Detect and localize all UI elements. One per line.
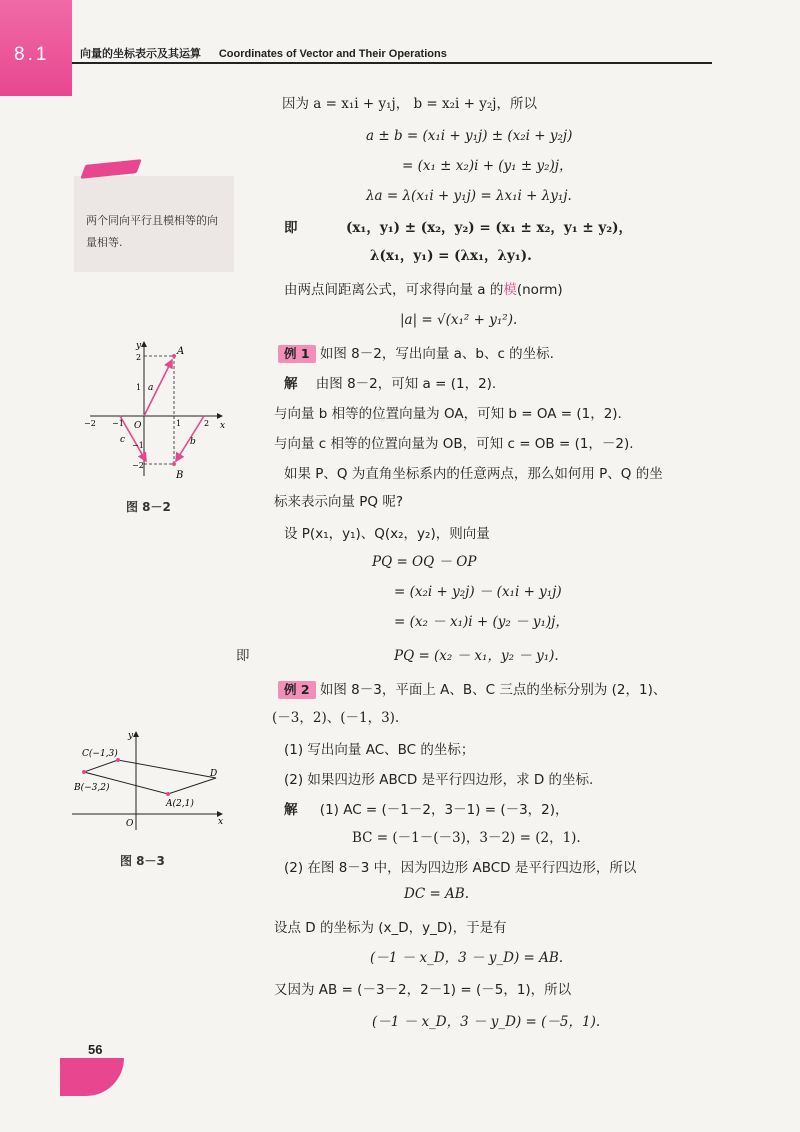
pq-line-1: PQ = OQ － OP <box>372 554 477 570</box>
figure-8-2-caption: 图 8－2 <box>126 500 171 514</box>
label-y: y <box>128 731 134 741</box>
label-x: x <box>220 421 226 431</box>
solution-2-e: 设点 D 的坐标为 (x_D，y_D)，于是有 <box>274 920 507 936</box>
figure-8-3-caption: 图 8－3 <box>120 854 165 868</box>
tick-x-2: 2 <box>204 419 210 428</box>
example-1-text: 如图 8－2，写出向量 a、b、c 的坐标. <box>319 346 554 362</box>
tick-y-2: 2 <box>136 353 142 362</box>
solution-1-c: 与向量 c 相等的位置向量为 OB，可知 c = OB = (1，－2). <box>274 436 634 452</box>
label-x: x <box>218 817 224 827</box>
pq-line-2: = (x₂i + y₂j) － (x₁i + y₁j) <box>394 584 562 600</box>
solution-2-f: (－1 － x_D，3 － y_D) = AB. <box>370 950 564 966</box>
pq-line-3: = (x₂ － x₁)i + (y₂ － y₁)j， <box>394 614 569 630</box>
solution-1-tag: 解 <box>284 376 298 392</box>
chapter-tab <box>0 0 72 96</box>
label-C: C(−1,3) <box>82 749 118 759</box>
header-rule <box>72 62 712 64</box>
norm-formula: |a| = √(x₁² + y₁²). <box>400 312 518 328</box>
label-origin: O <box>134 421 142 431</box>
body-line-2: a ± b = (x₁i + y₁j) ± (x₂i + y₂j) <box>366 128 573 144</box>
point-A <box>166 792 170 796</box>
tick-y-m1: −1 <box>132 441 144 450</box>
tick-x-m1: −1 <box>112 419 124 428</box>
label-vec-b: b <box>190 437 196 447</box>
body-line-4: λa = λ(x₁i + y₁j) = λx₁i + λy₁j. <box>366 188 572 204</box>
pq-question-2: 标来表示向量 PQ 呢? <box>274 494 404 510</box>
page-number: 56 <box>88 1042 103 1057</box>
tick-y-1: 1 <box>136 383 142 392</box>
norm-suffix: (norm) <box>516 282 563 298</box>
ji-label-2: 即 <box>236 648 250 664</box>
solution-2-c: (2) 在图 8－3 中，因为四边形 ABCD 是平行四边形，所以 <box>284 860 637 876</box>
example-2-text-1: 如图 8－3，平面上 A、B、C 三点的坐标分别为 (2，1)、 <box>319 682 667 698</box>
label-vec-c: c <box>120 435 126 445</box>
example-2-question-1: (1) 写出向量 AC、BC 的坐标； <box>284 742 475 758</box>
example-2-tag: 例 2 <box>278 681 316 699</box>
tick-x-1: 1 <box>176 419 182 428</box>
solution-2-tag: 解 <box>284 802 298 818</box>
body-line-5: (x₁，y₁) ± (x₂，y₂) = (x₁ ± x₂，y₁ ± y₂)， <box>346 220 633 236</box>
pq-line-4: PQ = (x₂ － x₁，y₂ － y₁). <box>394 648 559 664</box>
example-1-tag: 例 1 <box>278 345 316 363</box>
norm-prefix: 由两点间距离公式，可求得向量 a 的 <box>284 282 504 298</box>
label-origin: O <box>126 819 134 829</box>
pq-let: 设 P(x₁，y₁)、Q(x₂，y₂)，则向量 <box>284 526 490 542</box>
header-title-cn: 向量的坐标表示及其运算 <box>80 47 201 60</box>
section-number: 8.1 <box>14 44 50 65</box>
solution-1 <box>284 374 496 394</box>
solution-1-b: 与向量 b 相等的位置向量为 OA，可知 b = OA = (1，2). <box>274 406 622 422</box>
figure-8-2 <box>82 336 232 486</box>
point-b <box>172 462 176 466</box>
solution-2-b: BC = (－1－(－3)，3－2) = (2，1). <box>352 830 581 846</box>
tick-y-m2: −2 <box>132 461 144 470</box>
label-D: D <box>210 769 218 779</box>
solution-2 <box>284 800 569 820</box>
norm-keyword: 模 <box>503 282 517 298</box>
side-note-text: 两个同向平行且模相等的向量相等. <box>86 214 218 249</box>
label-B: B <box>176 470 184 481</box>
point-B <box>82 770 86 774</box>
solution-2-a: (1) AC = (－1－2，3－1) = (－3，2)， <box>319 802 569 818</box>
solution-2-h: (－1 － x_D，3 － y_D) = (－5，1). <box>372 1014 601 1030</box>
example-2 <box>278 680 666 700</box>
label-A: A <box>177 346 185 357</box>
ji-label-1: 即 <box>284 220 298 236</box>
label-B: B(−3,2) <box>74 783 110 793</box>
solution-1-text: 由图 8－2，可知 a = (1，2). <box>315 376 497 392</box>
label-vec-a: a <box>148 383 154 393</box>
example-1 <box>278 344 554 364</box>
tick-x-m2: −2 <box>84 419 96 428</box>
figure-8-3 <box>70 728 230 832</box>
header-title-en: Coordinates of Vector and Their Operations <box>218 48 447 60</box>
body-line-3: = (x₁ ± x₂)i + (y₁ ± y₂)j， <box>402 158 573 174</box>
example-2-question-2: (2) 如果四边形 ABCD 是平行四边形，求 D 的坐标. <box>284 772 594 788</box>
solution-2-d: DC = AB. <box>404 886 470 902</box>
pq-question-1: 如果 P、Q 为直角坐标系内的任意两点，那么如何用 P、Q 的坐 <box>284 466 663 482</box>
page-corner-mark <box>60 1058 124 1096</box>
body-line-1: 因为 a = x₁i + y₁j， b = x₂i + y₂j，所以 <box>282 96 537 112</box>
solution-2-g: 又因为 AB = (－3－2，2－1) = (－5，1)，所以 <box>274 982 572 998</box>
label-A: A(2,1) <box>166 799 194 809</box>
point-a <box>172 354 176 358</box>
running-header <box>80 45 447 61</box>
example-2-text-2: (－3，2)、(－1，3). <box>272 710 400 726</box>
body-line-6: λ(x₁，y₁) = (λx₁，λy₁). <box>370 248 532 264</box>
label-y: y <box>136 341 142 351</box>
norm-sentence <box>284 280 563 300</box>
